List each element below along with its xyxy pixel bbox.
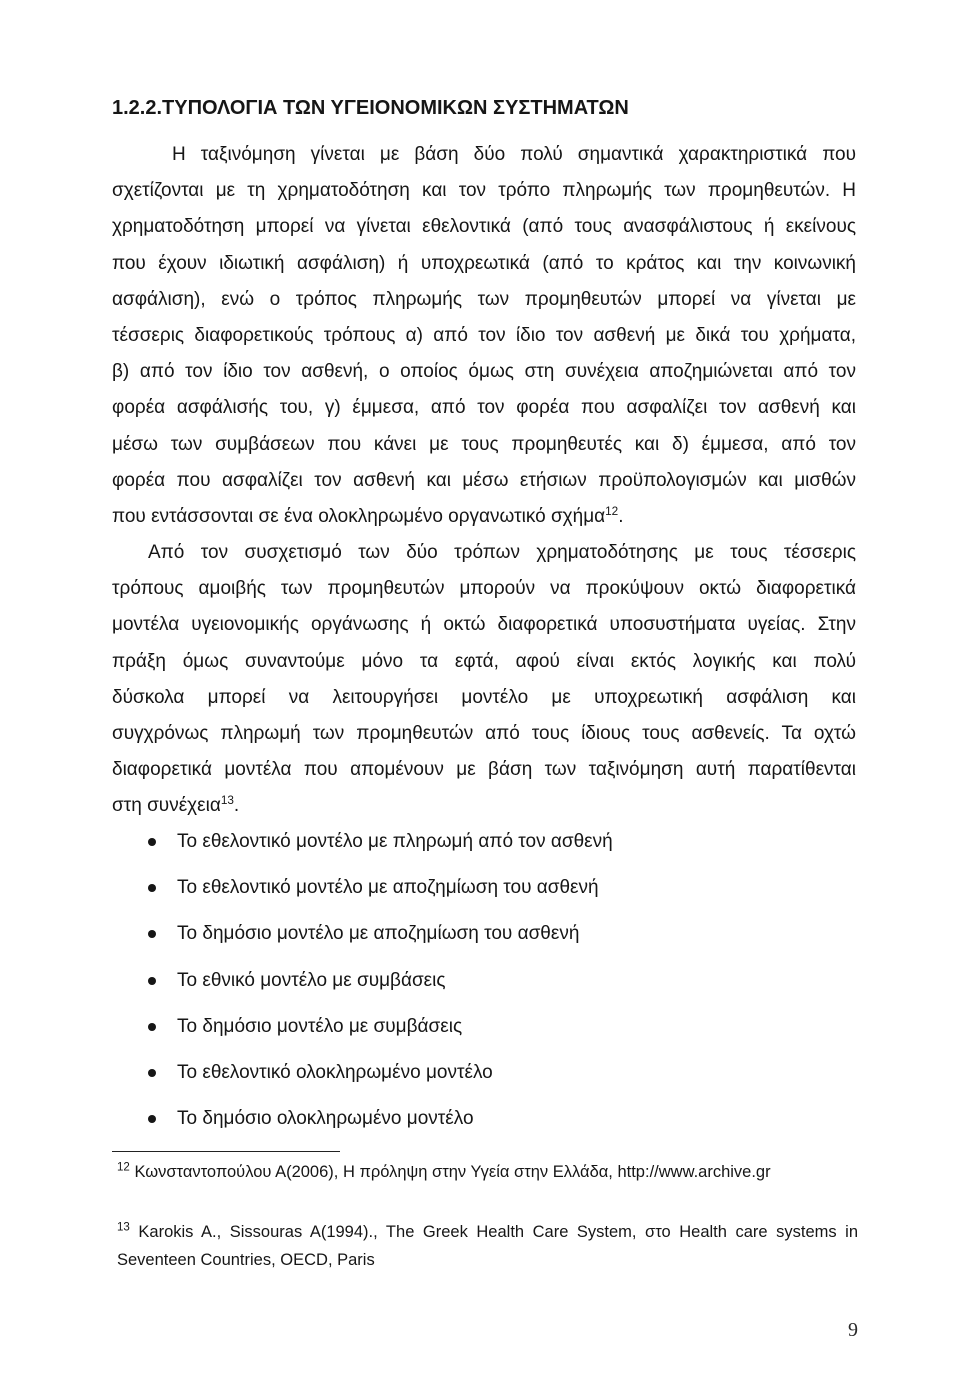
paragraph-line: μοντέλα υγειονομικής οργάνωσης ή οκτώ διαφορετικά υποσυστήματα υγείας. Στην — [112, 614, 856, 636]
paragraph-line: Από τον συσχετισμό των δύο τρόπων χρηματοδότησης με τους τέσσερις — [148, 542, 856, 564]
list-item — [112, 1050, 856, 1096]
paragraph-line: φορέα ασφάλισής του, γ) έμμεσα, από τον φορέα που ασφαλίζει τον ασθενή και — [112, 397, 856, 419]
paragraph-line: που έχουν ιδιωτική ασφάλιση) ή υποχρεωτικά (από το κράτος και την κοινωνική — [112, 252, 856, 274]
bullet-icon — [148, 1023, 156, 1031]
paragraph-line: φορέα που ασφαλίζει τον ασθενή και μέσω ετήσιων προϋπολογισμών και μισθών — [112, 469, 856, 491]
list-item — [112, 911, 856, 957]
paragraph-line: Η ταξινόμηση γίνεται με βάση δύο πολύ σημαντικά χαρακτηριστικά που — [172, 144, 856, 165]
footnote-text: Κωνσταντοπούλου Α(2006), Η πρόληψη στην Υγεία στην Ελλάδα, http://www.archive.gr — [134, 1163, 771, 1181]
list-item-text: Το εθελοντικό μοντέλο με πληρωμή από τον ασθενή — [177, 831, 613, 852]
footnote-line — [117, 1158, 858, 1186]
paragraph-line: μέσω των συμβάσεων που κάνει με τους προμηθευτές και δ) έμμεσα, από τον — [112, 433, 856, 455]
paragraph-line: ασφάλιση), ενώ ο τρόπος πληρωμής των προμηθευτών μπορεί να γίνεται με — [112, 288, 856, 310]
footnote-text: Seventeen Countries, OECD, Paris — [117, 1251, 375, 1269]
footnote-text: Karokis A., Sissouras A(1994)., The Greek Health Care System, στο Health care systems in — [138, 1223, 858, 1241]
paragraph-line: χρηματοδότηση μπορεί να γίνεται εθελοντικά (από τους ανασφάλιστους ή εκείνους — [112, 216, 856, 238]
section-heading: 1.2.2.ΤΥΠΟΛΟΓΙΑ ΤΩΝ ΥΓΕΙΟΝΟΜΙΚΩΝ ΣΥΣΤΗΜΑΤΩΝ — [112, 97, 629, 119]
paragraph-line: β) από τον ίδιο τον ασθενή, ο οποίος όμως στη συνέχεια αποζημιώνεται από τον — [112, 361, 856, 383]
footnote-number: 12 — [117, 1161, 130, 1174]
bullet-icon — [148, 884, 156, 892]
bullet-icon — [148, 838, 156, 846]
list-item — [112, 865, 856, 911]
list-item-text: Το εθελοντικό ολοκληρωμένο μοντέλο — [177, 1061, 493, 1083]
list-item-text: Το δημόσιο μοντέλο με συμβάσεις — [177, 1015, 463, 1037]
paragraph-line: πράξη όμως συναντούμε μόνο τα εφτά, αφού είναι εκτός λογικής και πολύ — [112, 650, 856, 672]
footnote-reference: 12 — [605, 504, 619, 518]
body-text — [112, 137, 856, 825]
list-item — [112, 958, 856, 1004]
list-item — [112, 1004, 856, 1050]
bullet-icon — [148, 977, 156, 985]
footnote — [117, 1218, 858, 1274]
paragraph-line: συγχρόνως πληρωμή των προμηθευτών από τους ίδιους τους ασθενείς. Τα οχτώ — [112, 723, 856, 744]
paragraph-line-text: στη συνέχεια — [112, 795, 221, 817]
list-item-text: Το εθνικό μοντέλο με συμβάσεις — [177, 969, 446, 991]
paragraph-line: διαφορετικά μοντέλα που απομένουν με βάση των ταξινόμηση αυτή παρατίθενται — [112, 759, 856, 781]
sentence-end: . — [233, 795, 240, 817]
footnote-reference: 13 — [220, 794, 234, 808]
sentence-end: . — [618, 505, 624, 527]
footnote-number: 13 — [117, 1221, 130, 1234]
bullet-icon — [148, 930, 156, 938]
footnote — [117, 1158, 858, 1186]
list-item — [112, 819, 856, 865]
list-item-text: Το δημόσιο μοντέλο με αποζημίωση του ασθενή — [177, 923, 580, 945]
list-item-text: Το δημόσιο ολοκληρωμένο μοντέλο — [177, 1108, 474, 1130]
list-item — [112, 1096, 856, 1142]
footnote-line — [117, 1218, 858, 1246]
bullet-list — [112, 819, 856, 1142]
page-number: 9 — [848, 1319, 858, 1341]
paragraph-line: τρόπους αμοιβής των προμηθευτών μπορούν να προκύψουν οκτώ διαφορετικά — [112, 578, 856, 600]
list-item-text: Το εθελοντικό μοντέλο με αποζημίωση του ασθενή — [177, 877, 599, 899]
paragraph-line: σχετίζονται με τη χρηματοδότηση και τον τρόπο πληρωμής των προμηθευτών. Η — [112, 180, 856, 202]
paragraph-line-text: που εντάσσονται σε ένα ολοκληρωμένο οργανωτικό σχήμα — [112, 505, 606, 527]
paragraph-line — [112, 499, 856, 535]
paragraph-line: τέσσερις διαφορετικούς τρόπους α) από τον ίδιο τον ασθενή με δικά του χρήματα, — [112, 324, 856, 346]
bullet-icon — [148, 1115, 156, 1123]
paragraph-line: δύσκολα μπορεί να λειτουργήσει μοντέλο με υποχρεωτική ασφάλιση και — [112, 686, 856, 708]
bullet-icon — [148, 1069, 156, 1077]
footnote-line — [117, 1246, 858, 1274]
footnote-separator — [112, 1151, 340, 1152]
